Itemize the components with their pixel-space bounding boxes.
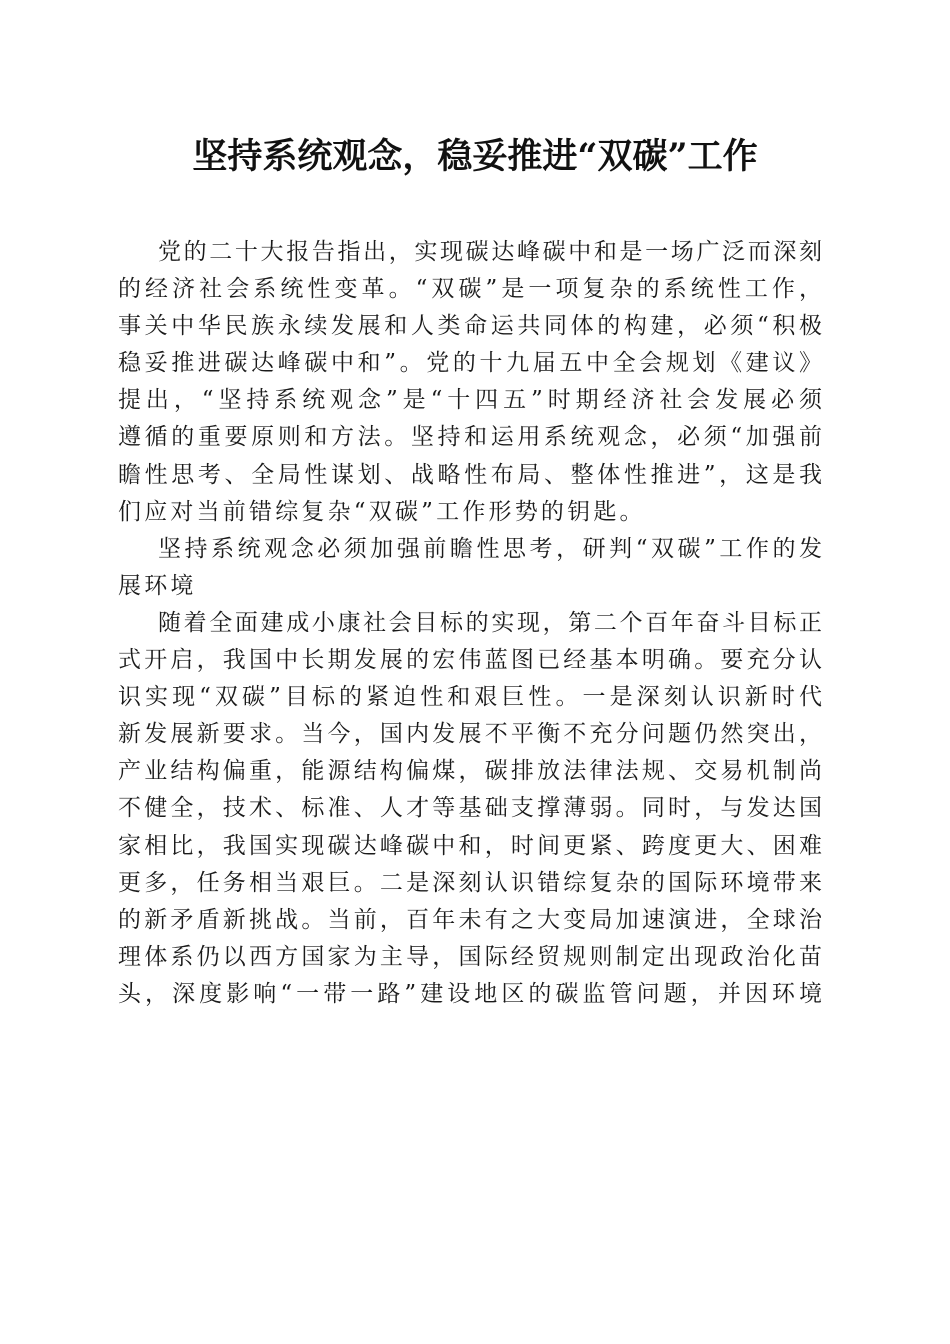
body-line: 产业结构偏重，能源结构偏煤，碳排放法律法规、交易机制尚 — [118, 758, 822, 785]
body-line: 的新矛盾新挑战。当前，百年未有之大变局加速演进，全球治 — [118, 906, 822, 933]
body-line: 遵循的重要原则和方法。坚持和运用系统观念，必须“加强前 — [118, 424, 822, 451]
body-line: 不健全，技术、标准、人才等基础支撑薄弱。同时，与发达国 — [118, 795, 822, 822]
document-body — [118, 234, 822, 1013]
body-line: 式开启，我国中长期发展的宏伟蓝图已经基本明确。要充分认 — [118, 647, 822, 674]
body-line: 事关中华民族永续发展和人类命运共同体的构建，必须“积极 — [118, 313, 822, 340]
document-title: 坚持系统观念，稳妥推进“双碳”工作 — [192, 136, 758, 177]
body-line: 识实现“双碳”目标的紧迫性和艰巨性。一是深刻认识新时代 — [118, 684, 822, 711]
body-line: 理体系仍以西方国家为主导，国际经贸规则制定出现政治化苗 — [118, 943, 822, 970]
body-line: 的经济社会系统性变革。“双碳”是一项复杂的系统性工作， — [118, 276, 822, 303]
body-line: 更多，任务相当艰巨。二是深刻认识错综复杂的国际环境带来 — [118, 869, 822, 896]
body-line: 家相比，我国实现碳达峰碳中和，时间更紧、跨度更大、困难 — [118, 832, 822, 859]
body-line: 们应对当前错综复杂“双碳”工作形势的钥匙。 — [118, 498, 646, 525]
body-line: 瞻性思考、全局性谋划、战略性布局、整体性推进”，这是我 — [118, 461, 822, 488]
body-line: 新发展新要求。当今，国内发展不平衡不充分问题仍然突出， — [118, 721, 822, 748]
body-line: 坚持系统观念必须加强前瞻性思考，研判“双碳”工作的发 — [158, 535, 822, 562]
body-line: 提出，“坚持系统观念”是“十四五”时期经济社会发展必须 — [118, 387, 822, 414]
body-line: 稳妥推进碳达峰碳中和”。党的十九届五中全会规划《建议》 — [118, 350, 822, 377]
body-line: 党的二十大报告指出，实现碳达峰碳中和是一场广泛而深刻 — [158, 239, 822, 265]
body-line: 展环境 — [118, 572, 197, 599]
body-line: 头，深度影响“一带一路”建设地区的碳监管问题，并因环境 — [118, 980, 822, 1007]
body-line: 随着全面建成小康社会目标的实现，第二个百年奋斗目标正 — [158, 609, 822, 636]
